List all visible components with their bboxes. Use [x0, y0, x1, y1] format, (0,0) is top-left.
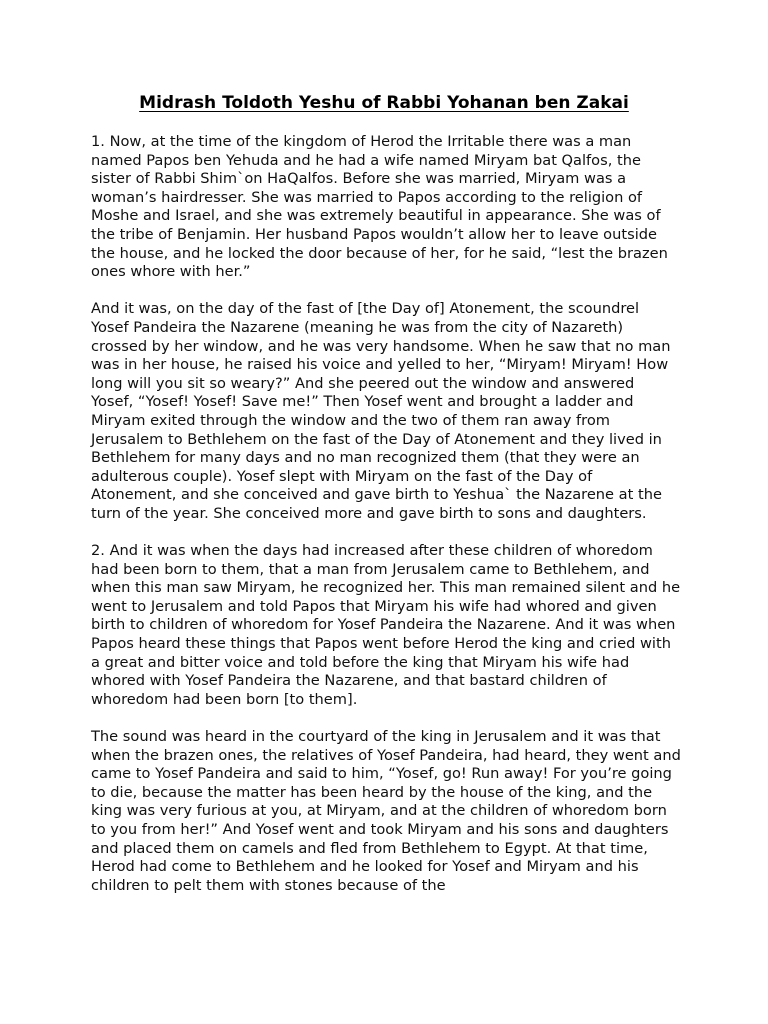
- paragraph-2: And it was, on the day of the fast of [the Day of] Atonement, the scoundrel Yosef Pandeira the Nazarene (meaning he was from the city of Nazareth) crossed by her window, and he was very handsome. When he saw that no man was in her house, he raised his voice and yelled to her, “Miryam! Miryam! How long will you sit so weary?” And she peered out the window and answered Yosef, “Yosef! Yosef! Save me!” Then Yosef went and brought a ladder and Miryam exited through the window and the two of them ran away from Jerusalem to Bethlehem on the fast of the Day of Atonement and they lived in Bethlehem for many days and no man recognized them (that they were an adulterous couple). Yosef slept with Miryam on the fast of the Day of Atonement, and she conceived and gave birth to Yeshua` the Nazarene at the turn of the year. She conceived more and gave birth to sons and daughters.: [91, 300, 671, 522]
- document-title: Midrash Toldoth Yeshu of Rabbi Yohanan ben Zakai: [139, 93, 629, 113]
- document-body: [91, 133, 681, 914]
- paragraph-4: The sound was heard in the courtyard of the king in Jerusalem and it was that when the brazen ones, the relatives of Yosef Pandeira, had heard, they went and came to Yosef Pandeira and said to him, “Yosef, go! Run away! For you’re going to die, because the matter has been heard by the house of the king, and the king was very furious at you, at Miryam, and at the children of whoredom born to you from her!” And Yosef went and took Miryam and his sons and daughters and placed them on camels and fled from Bethlehem to Egypt. At that time, Herod had come to Bethlehem and he looked for Yosef and Miryam and his children to pelt them with stones because of the: [91, 728, 681, 894]
- paragraph-3: 2. And it was when the days had increased after these children of whoredom had been born to them, that a man from Jerusalem came to Bethlehem, and when this man saw Miryam, he recognized her. This man remained silent and he went to Jerusalem and told Papos that Miryam his wife had whored and given birth to children of whoredom for Yosef Pandeira the Nazarene. And it was when Papos heard these things that Papos went before Herod the king and cried with a great and bitter voice and told before the king that Miryam his wife had whored with Yosef Pandeira the Nazarene, and that bastard children of whoredom had been born [to them].: [91, 542, 681, 708]
- paragraph-1: 1. Now, at the time of the kingdom of Herod the Irritable there was a man named Papos ben Yehuda and he had a wife named Miryam bat Qalfos, the sister of Rabbi Shim`on HaQalfos. Before she was married, Miryam was a woman’s hairdresser. She was married to Papos according to the religion of Moshe and Israel, and she was extremely beautiful in appearance. She was of the tribe of Benjamin. Her husband Papos wouldn’t allow her to leave outside the house, and he locked the door because of her, for he said, “lest the brazen ones whore with her.”: [91, 133, 668, 281]
